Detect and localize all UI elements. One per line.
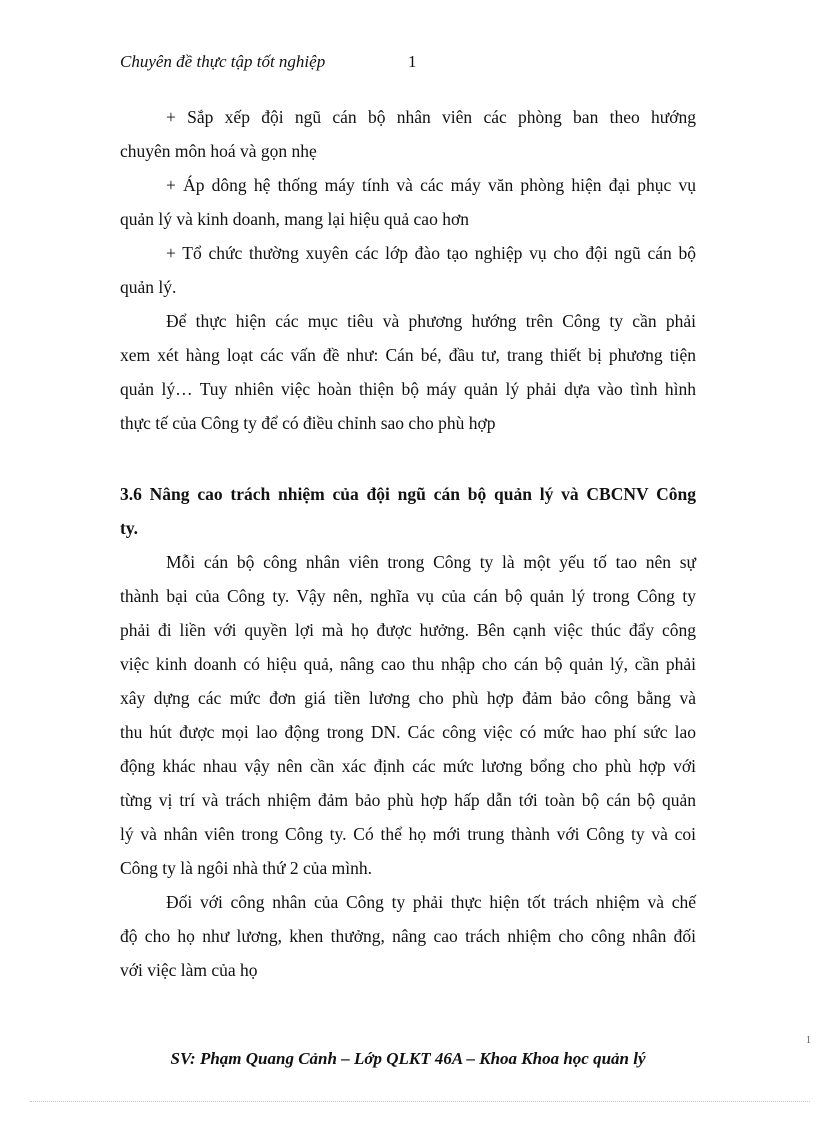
paragraph-objectives (120, 304, 696, 440)
section-heading (120, 477, 696, 545)
paragraph-staff (120, 545, 696, 885)
text-line: quản lý… Tuy nhiên việc hoàn thiện bộ máy quản lý phải dựa vào tình hình (120, 379, 696, 399)
heading-line: ty. (120, 518, 138, 538)
text-line: phải đi liền với quyền lợi mà họ được hưởng. Bên cạnh việc thúc đẩy công (120, 620, 696, 640)
page-header (120, 52, 700, 78)
text-line: + Áp dông hệ thống máy tính và các máy văn phòng hiện đại phục vụ (166, 175, 696, 195)
text-line: Mỗi cán bộ công nhân viên trong Công ty là một yếu tố tao nên sự (166, 552, 696, 572)
page-bottom-rule (30, 1101, 810, 1102)
text-line: + Sắp xếp đội ngũ cán bộ nhân viên các phòng ban theo hướng (166, 107, 696, 127)
text-line: việc kinh doanh có hiệu quả, nâng cao thu nhập cho cán bộ quản lý, cần phải (120, 654, 696, 674)
text-line: từng vị trí và trách nhiệm đảm bảo phù hợp hấp dẫn tới toàn bộ cán bộ quản (120, 790, 696, 810)
text-line: quản lý và kinh doanh, mang lại hiệu quả cao hơn (120, 209, 469, 229)
section-gap (120, 440, 696, 477)
text-line: quản lý. (120, 277, 177, 297)
heading-line: 3.6 Nâng cao trách nhiệm của đội ngũ cán bộ quản lý và CBCNV Công (120, 484, 696, 504)
paragraph-bullet-1 (120, 100, 696, 168)
text-line: chuyên môn hoá và gọn nhẹ (120, 141, 317, 161)
text-line: thu hút được mọi lao động trong DN. Các công việc có mức hao phí sức lao (120, 722, 696, 742)
text-line: Đối với công nhân của Công ty phải thực hiện tốt trách nhiệm và chế (166, 892, 696, 912)
page-footer: SV: Phạm Quang Cảnh – Lớp QLKT 46A – Khoa Khoa học quản lý (170, 1049, 646, 1068)
text-line: + Tổ chức thường xuyên các lớp đào tạo nghiệp vụ cho đội ngũ cán bộ (166, 243, 696, 263)
body-text (120, 100, 696, 987)
text-line: độ cho họ như lương, khen thưởng, nâng cao trách nhiệm cho công nhân đối (120, 926, 696, 946)
text-line: xây dựng các mức đơn giá tiền lương cho phù hợp đảm bảo công bằng và (120, 688, 696, 708)
text-line: thành bại của Công ty. Vậy nên, nghĩa vụ của cán bộ quản lý trong Công ty (120, 586, 696, 606)
paragraph-bullet-3 (120, 236, 696, 304)
text-line: với việc làm của họ (120, 960, 258, 980)
text-line: động khác nhau vậy nên cần xác định các mức lương bổng cho phù hợp với (120, 756, 696, 776)
text-line: Để thực hiện các mục tiêu và phương hướng trên Công ty cần phải (166, 311, 696, 331)
edge-mark: 1 (806, 1035, 811, 1046)
paragraph-bullet-2 (120, 168, 696, 236)
header-title: Chuyên đề thực tập tốt nghiệp (120, 52, 326, 71)
paragraph-workers (120, 885, 696, 987)
text-line: Công ty là ngôi nhà thứ 2 của mình. (120, 858, 373, 878)
page-number: 1 (408, 52, 417, 71)
text-line: xem xét hàng loạt các vấn đề như: Cán bé, đầu tư, trang thiết bị phương tiện (120, 345, 696, 365)
text-line: lý và nhân viên trong Công ty. Có thể họ mới trung thành với Công ty và coi (120, 824, 696, 844)
text-line: thực tế của Công ty để có điều chỉnh sao cho phù hợp (120, 413, 496, 433)
